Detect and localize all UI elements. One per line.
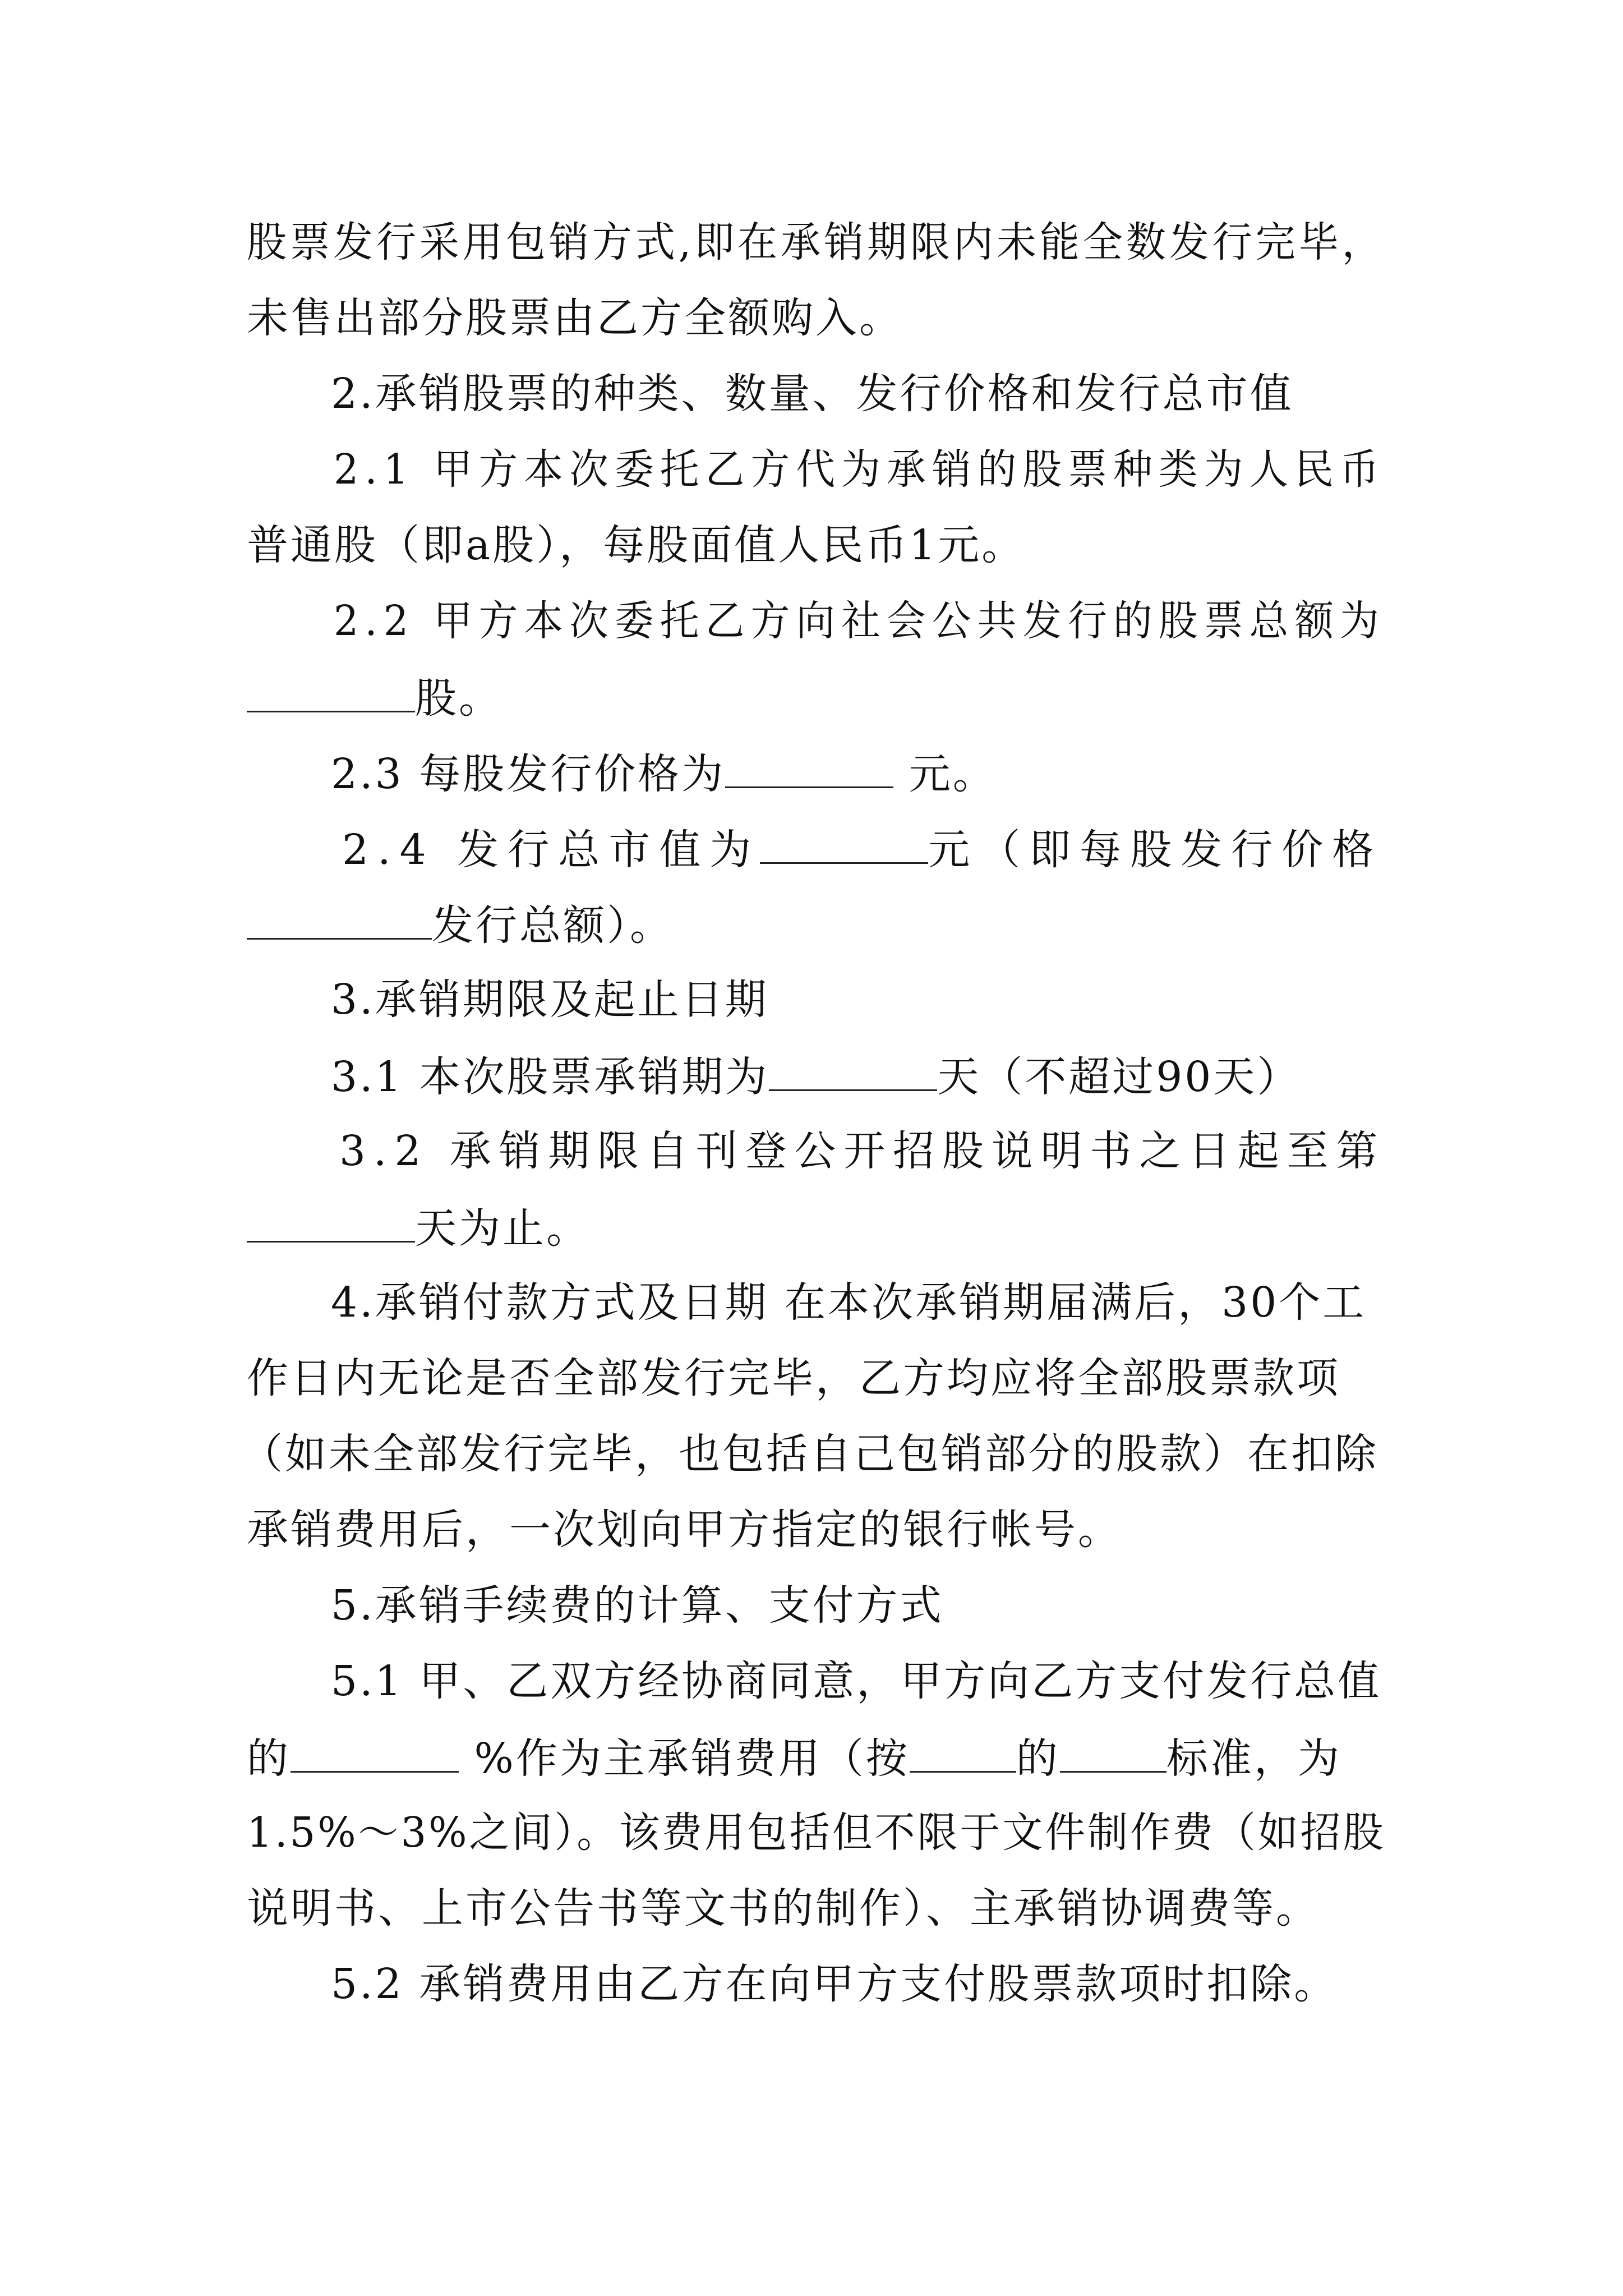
section-heading-2 (331, 370, 1294, 418)
line-text: 4.承销付款方式及日期 在本次承销期届满后，30个工 (331, 1278, 1367, 1327)
fill-in-blank (760, 827, 928, 864)
clause-3-2-line-2 (247, 1204, 590, 1253)
clause-2-2-line-2 (247, 674, 502, 723)
clause-5-1-line-3 (247, 1809, 1386, 1857)
clause-2-3 (331, 750, 997, 798)
section-heading-3 (331, 976, 769, 1024)
line-text: 3.1 本次股票承销期为 (331, 1053, 769, 1101)
fill-in-blank (247, 676, 415, 712)
clause-2-4-line-1 (342, 826, 1383, 874)
line-text: %作为主承销费用（按 (459, 1734, 910, 1783)
line-text: 5.承销手续费的计算、支付方式 (331, 1581, 944, 1630)
clause-5-2 (331, 1960, 1338, 2008)
line-text: 股票发行采用包销方式,即在承销期限内未能全数发行完毕， (247, 218, 1385, 266)
fill-in-blank (910, 1736, 1016, 1773)
clause-2-1-line-2 (247, 521, 1026, 569)
clause-5-1-line-4 (247, 1884, 1320, 1932)
line-text: 元。 (893, 750, 997, 798)
clause-2-2-line-1 (334, 597, 1386, 645)
line-text: 承销费用后，一次划向甲方指定的银行帐号。 (247, 1506, 1122, 1554)
line-text: 2.2 甲方本次委托乙方向社会公共发行的股票总额为 (334, 597, 1386, 645)
line-text: 2.4 发行总市值为 (342, 826, 760, 874)
line-text: 3.承销期限及起止日期 (331, 976, 769, 1024)
clause-5-1-line-1 (331, 1657, 1382, 1705)
line-text: 作日内无论是否全部发行完毕，乙方均应将全部股票款项 (247, 1354, 1340, 1402)
line-text: 发行总额）。 (432, 901, 674, 950)
line-text: 3.2 承销期限自刊登公开招股说明书之日起至第 (339, 1127, 1386, 1175)
fill-in-blank (725, 752, 893, 788)
line-text: 2.承销股票的种类、数量、发行价格和发行总市值 (331, 370, 1294, 418)
line-text: 标准，为 (1166, 1734, 1341, 1783)
line-text: 未售出部分股票由乙方全额购入。 (247, 294, 903, 342)
clause-3-1 (331, 1053, 1301, 1101)
paragraph-line-2 (247, 294, 903, 342)
line-text: 的 (1016, 1734, 1060, 1783)
fill-in-blank (769, 1055, 937, 1091)
paragraph-4-line-2 (247, 1354, 1340, 1402)
line-text: （如未全部发行完毕，也包括自己包销部分的股款）在扣除 (241, 1430, 1378, 1478)
clause-2-1-line-1 (334, 445, 1386, 494)
line-text: 说明书、上市公告书等文书的制作）、主承销协调费等。 (247, 1884, 1320, 1932)
paragraph-line-1 (247, 218, 1385, 266)
fill-in-blank (291, 1736, 459, 1773)
section-heading-4 (331, 1278, 1367, 1327)
line-text: 元（即每股发行价格 (928, 826, 1383, 874)
line-text: 5.2 承销费用由乙方在向甲方支付股票款项时扣除。 (331, 1960, 1338, 2008)
line-text: 2.1 甲方本次委托乙方代为承销的股票种类为人民币 (334, 445, 1386, 494)
line-text: 5.1 甲、乙双方经协商同意，甲方向乙方支付发行总值 (331, 1657, 1382, 1705)
paragraph-4-line-4 (247, 1506, 1122, 1554)
fill-in-blank (247, 903, 432, 940)
line-text: 2.3 每股发行价格为 (331, 750, 726, 798)
paragraph-4-line-3 (241, 1430, 1378, 1478)
clause-5-1-line-2 (247, 1734, 1341, 1783)
fill-in-blank (1060, 1736, 1166, 1773)
line-text: 天（不超过90天） (937, 1053, 1301, 1101)
line-text: 普通股（即a股），每股面值人民币1元。 (247, 521, 1026, 569)
line-text: 股。 (415, 674, 502, 723)
line-text: 天为止。 (415, 1204, 590, 1253)
fill-in-blank (247, 1206, 415, 1243)
clause-2-4-line-2 (247, 901, 674, 950)
clause-3-2-line-1 (339, 1127, 1386, 1175)
line-text: 1.5%～3%之间）。该费用包括但不限于文件制作费（如招股 (247, 1809, 1386, 1857)
line-text: 的 (247, 1734, 291, 1783)
section-heading-5 (331, 1581, 944, 1630)
